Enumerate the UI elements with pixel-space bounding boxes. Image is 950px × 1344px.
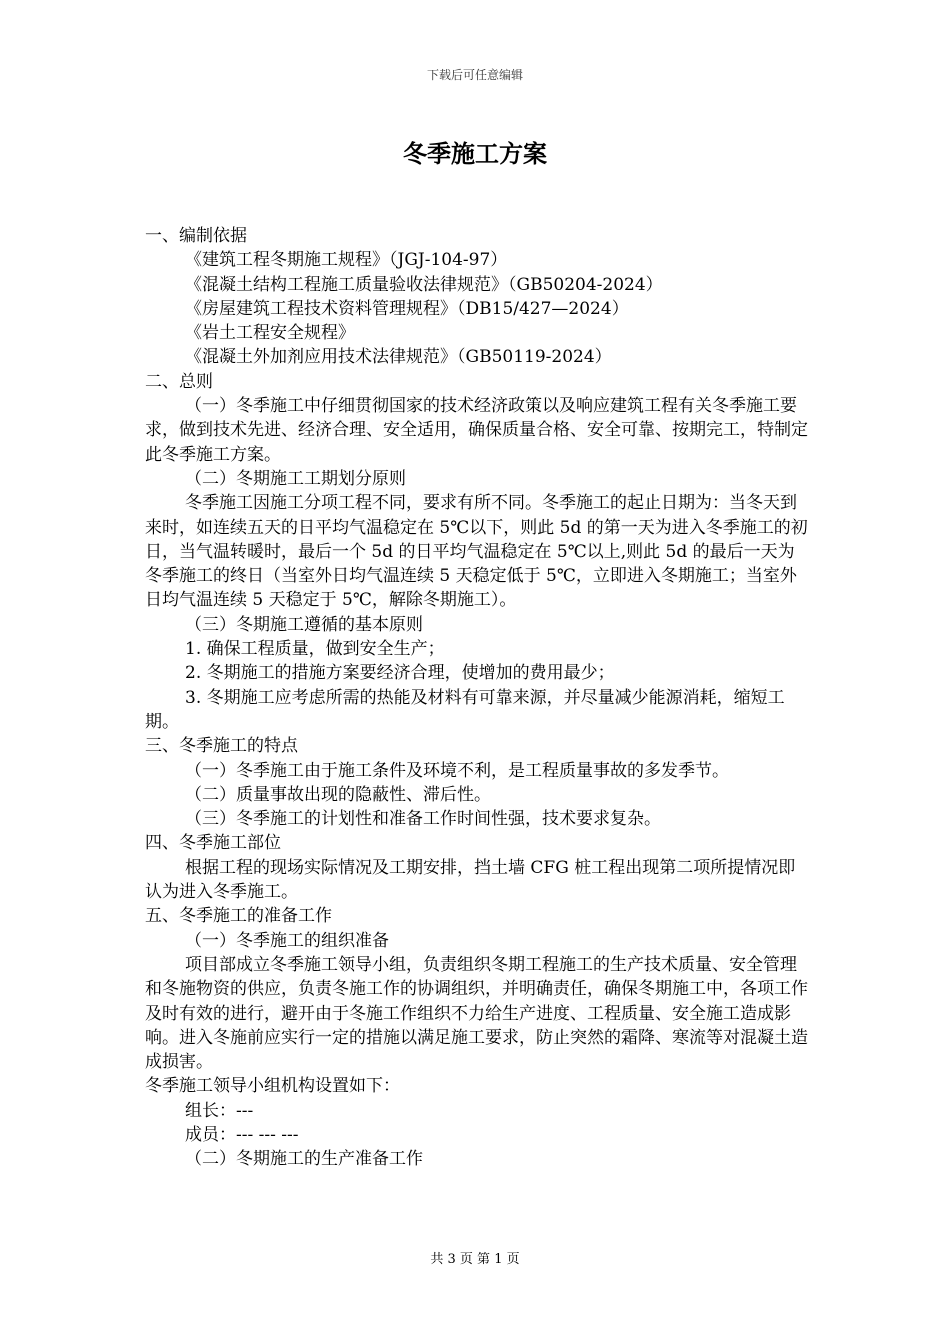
section-heading: 五、冬季施工的准备工作 xyxy=(145,906,332,927)
paragraph: （一）冬季施工的组织准备 xyxy=(185,930,389,951)
paragraph: 《混凝土结构工程施工质量验收法律规范》（GB50204-2024） xyxy=(185,274,663,295)
paragraph: 3. 冬期施工应考虑所需的热能及材料有可靠来源，并尽量减少能源消耗，缩短工期。 xyxy=(145,687,785,732)
paragraph: （三）冬期施工遵循的基本原则 xyxy=(185,614,423,635)
document-title: 冬季施工方案 xyxy=(403,140,547,168)
paragraph: 根据工程的现场实际情况及工期安排，挡土墙 CFG 桩工程出现第二项所提情况即认为进入冬季施工。 xyxy=(145,857,796,903)
paragraph: （三）冬季施工的计划性和准备工作时间性强，技术要求复杂。 xyxy=(185,809,661,830)
section-heading: 冬季施工领导小组机构设置如下： xyxy=(145,1076,400,1097)
paragraph: （二）质量事故出现的隐蔽性、滞后性。 xyxy=(185,784,491,805)
page-footer: 共 3 页 第 1 页 xyxy=(430,1252,520,1267)
paragraph: 《建筑工程冬期施工规程》（JGJ-104-97） xyxy=(185,250,508,271)
section-heading: 三、冬季施工的特点 xyxy=(145,736,298,757)
paragraph: 冬季施工因施工分项工程不同，要求有所不同。冬季施工的起止日期为：当冬天到来时，如连续五天的日平均气温稳定在 5℃以下，则此 5d 的第一天为进入冬季施工的初日，当气温转暖时，最后一个 5d 的日平均气温稳定在 5℃以上,则此 5d 的最后一天为冬季施工的终日（当室外日均气温连续 5 天稳定低于 5℃，立即进入冬期施工；当室外日均气温连续 5 天稳定于 5℃，解除冬期施工）。 xyxy=(145,493,808,611)
paragraph: （一）冬季施工中仔细贯彻国家的技术经济政策以及响应建筑工程有关冬季施工要求，做到技术先进、经济合理、安全适用，确保质量合格、安全可靠、按期完工，特制定此冬季施工方案。 xyxy=(145,396,808,465)
paragraph: 组长：--- xyxy=(185,1100,254,1121)
page-header-note: 下载后可任意编辑 xyxy=(426,68,523,82)
paragraph: 2. 冬期施工的措施方案要经济合理，使增加的费用最少； xyxy=(185,663,615,684)
paragraph: 《岩土工程安全规程》 xyxy=(185,323,355,344)
paragraph: 《混凝土外加剂应用技术法律规范》（GB50119-2024） xyxy=(185,347,612,368)
paragraph: 1. 确保工程质量，做到安全生产； xyxy=(185,639,445,660)
paragraph: 项目部成立冬季施工领导小组，负责组织冬期工程施工的生产技术质量、安全管理和冬施物资的供应，负责冬施工作的协调组织，并明确责任，确保冬期施工中，各项工作及时有效的进行，避开由于冬施工作组织不力给生产进度、工程质量、安全施工造成影响。进入冬施前应实行一定的措施以满足施工要求，防止突然的霜降、寒流等对混凝土造成损害。 xyxy=(145,954,808,1073)
paragraph: （一）冬季施工由于施工条件及环境不利，是工程质量事故的多发季节。 xyxy=(185,760,729,781)
section-heading: 二、总则 xyxy=(145,371,213,392)
paragraph: 成员：--- --- --- xyxy=(185,1124,299,1145)
document-body xyxy=(145,224,810,1172)
paragraph: （二）冬期施工的生产准备工作 xyxy=(185,1149,423,1170)
section-heading: 四、冬季施工部位 xyxy=(145,833,281,854)
paragraph: （二）冬期施工工期划分原则 xyxy=(185,468,406,489)
section-heading: 一、编制依据 xyxy=(145,226,247,246)
paragraph: 《房屋建筑工程技术资料管理规程》（DB15/427—2024） xyxy=(185,298,629,319)
